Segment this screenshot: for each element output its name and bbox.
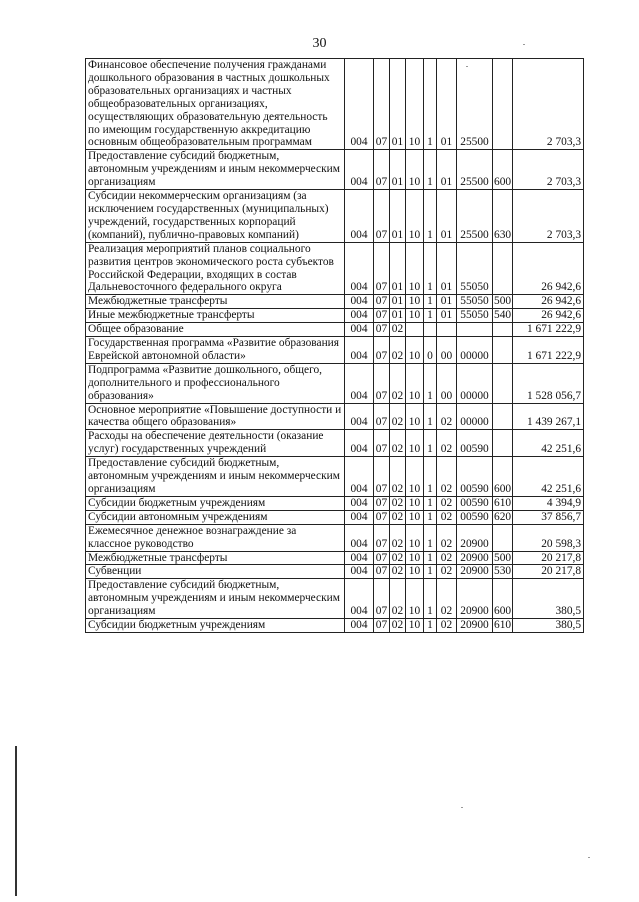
program-code: 10: [406, 295, 424, 309]
subsection-code: 01: [390, 242, 406, 295]
scan-speck: [466, 66, 468, 67]
section-code: 07: [374, 242, 390, 295]
scan-speck: [588, 857, 590, 858]
main-activity-code: 02: [437, 510, 457, 524]
row-amount: 380,5: [513, 619, 584, 633]
program-code: 10: [406, 59, 424, 150]
section-code: 07: [374, 510, 390, 524]
row-amount: 20 598,3: [513, 524, 584, 551]
program-code: 10: [406, 190, 424, 243]
main-activity-code: 01: [437, 295, 457, 309]
row-amount: 26 942,6: [513, 242, 584, 295]
program-code: 10: [406, 524, 424, 551]
expense-type-code: [493, 524, 513, 551]
program-code: 10: [406, 510, 424, 524]
subprogram-code: 1: [424, 619, 437, 633]
expense-type-code: [493, 403, 513, 430]
ministry-code: 004: [345, 565, 374, 579]
section-code: 07: [374, 430, 390, 457]
program-code: 10: [406, 363, 424, 403]
expense-type-code: 610: [494, 496, 512, 509]
section-code: 07: [374, 496, 390, 510]
subprogram-code: 1: [424, 403, 437, 430]
row-amount: 26 942,6: [513, 295, 584, 309]
ministry-code: 004: [345, 524, 374, 551]
subsection-code: 01: [390, 295, 406, 309]
row-amount: 1 439 267,1: [513, 403, 584, 430]
row-name: Субвенции: [86, 565, 345, 579]
item-code: 00590: [457, 430, 493, 457]
section-code: 07: [374, 150, 390, 190]
subprogram-code: 1: [424, 150, 437, 190]
section-code: 07: [374, 551, 390, 565]
subsection-code: 02: [390, 323, 406, 337]
page-number: 30: [312, 36, 327, 51]
expense-type-code: [493, 242, 513, 295]
subprogram-code: 1: [424, 59, 437, 150]
row-name: Ежемесячное денежное вознаграждение за классное руководство: [86, 524, 345, 551]
row-name: Государственная программа «Развитие образования Еврейской автономной области»: [86, 337, 345, 364]
subprogram-code: [424, 323, 437, 337]
program-code: 10: [406, 579, 424, 619]
item-code: 20900: [457, 551, 493, 565]
ministry-code: 004: [345, 363, 374, 403]
expense-type-code: 600: [493, 579, 513, 619]
row-name: Межбюджетные трансферты: [86, 551, 345, 565]
row-name: Иные межбюджетные трансферты: [86, 309, 345, 323]
program-code: 10: [406, 403, 424, 430]
section-code: 07: [374, 309, 390, 323]
item-code: 55050: [457, 295, 493, 309]
expense-type-code: 630: [493, 190, 513, 243]
row-name: Межбюджетные трансферты: [86, 295, 345, 309]
program-code: 10: [406, 242, 424, 295]
expense-type-code: 600: [493, 150, 513, 190]
subsection-code: 02: [390, 496, 406, 510]
subsection-code: 01: [390, 309, 406, 323]
table-row: [86, 337, 584, 364]
section-code: 07: [374, 190, 390, 243]
main-activity-code: 01: [437, 150, 457, 190]
main-activity-code: 01: [437, 309, 457, 323]
ministry-code: 004: [345, 59, 374, 150]
item-code: 00000: [457, 337, 493, 364]
program-code: 10: [406, 309, 424, 323]
item-code: [457, 323, 493, 337]
budget-table: [85, 58, 584, 633]
row-amount: 380,5: [513, 579, 584, 619]
section-code: 07: [374, 323, 390, 337]
main-activity-code: 02: [437, 579, 457, 619]
expense-type-code: [493, 337, 513, 364]
main-activity-code: 02: [437, 565, 457, 579]
table-row: [86, 242, 584, 295]
table-row: [86, 150, 584, 190]
subsection-code: 01: [390, 59, 406, 150]
ministry-code: 004: [345, 496, 374, 510]
section-code: 07: [374, 337, 390, 364]
program-code: 10: [406, 150, 424, 190]
section-code: 07: [374, 565, 390, 579]
row-amount: 42 251,6: [513, 430, 584, 457]
section-code: 07: [374, 457, 390, 497]
section-code: 07: [374, 295, 390, 309]
subprogram-code: 1: [424, 242, 437, 295]
program-code: 10: [406, 551, 424, 565]
row-amount: 2 703,3: [513, 150, 584, 190]
table-row: [86, 295, 584, 309]
subprogram-code: 1: [424, 524, 437, 551]
item-code: 00590: [457, 496, 493, 510]
main-activity-code: 02: [437, 457, 457, 497]
expense-type-code: 610: [494, 619, 512, 632]
row-name: Подпрограмма «Развитие дошкольного, общего, дополнительного и профессионального образования»: [86, 363, 345, 403]
expense-type-code: 530: [494, 565, 512, 578]
item-code: 25500: [457, 59, 493, 150]
row-name: Субсидии бюджетным учреждениям: [86, 496, 345, 510]
subsection-code: 02: [390, 403, 406, 430]
row-name: Общее образование: [86, 323, 345, 337]
table-row: [86, 323, 584, 337]
subsection-code: 02: [390, 457, 406, 497]
subprogram-code: 1: [424, 551, 437, 565]
scan-margin-line: [15, 746, 17, 896]
row-name: Субсидии бюджетным учреждениям: [86, 619, 345, 633]
expense-type-code: 540: [494, 309, 512, 322]
row-amount: 1 671 222,9: [513, 323, 584, 337]
item-code: 20900: [457, 524, 493, 551]
ministry-code: 004: [345, 579, 374, 619]
scan-speck: [523, 44, 525, 45]
subprogram-code: 1: [424, 496, 437, 510]
row-name: Финансовое обеспечение получения гражданами дошкольного образования в частных дошкольных образовательных организациях и частных общеобразовательных организациях, осуществляющих образовательную деятельность по имеющим государственную аккредитацию основным общеобразовательным программам: [86, 59, 345, 150]
expense-type-code: [493, 59, 513, 150]
table-row: [86, 619, 584, 633]
table-row: [86, 496, 584, 510]
ministry-code: 004: [345, 295, 374, 309]
section-code: 07: [374, 619, 390, 633]
row-amount: 2 703,3: [513, 190, 584, 243]
expense-type-code: 620: [494, 510, 512, 523]
expense-type-code: [493, 363, 513, 403]
table-row: [86, 430, 584, 457]
subprogram-code: 1: [424, 363, 437, 403]
expense-type-code: 500: [494, 295, 512, 308]
ministry-code: 004: [345, 457, 374, 497]
section-code: 07: [374, 579, 390, 619]
main-activity-code: [437, 323, 457, 337]
subsection-code: 02: [390, 579, 406, 619]
program-code: [406, 323, 424, 337]
program-code: 10: [406, 565, 424, 579]
subsection-code: 01: [390, 150, 406, 190]
row-amount: 2 703,3: [513, 59, 584, 150]
subprogram-code: 1: [424, 510, 437, 524]
program-code: 10: [406, 337, 424, 364]
subsection-code: 01: [390, 190, 406, 243]
main-activity-code: 02: [437, 403, 457, 430]
ministry-code: 004: [345, 619, 374, 633]
row-name: Предоставление субсидий бюджетным, автономным учреждениям и иным некоммерческим организациям: [86, 150, 345, 190]
table-row: [86, 551, 584, 565]
item-code: 55050: [457, 242, 493, 295]
item-code: 20900: [457, 565, 493, 579]
ministry-code: 004: [345, 403, 374, 430]
ministry-code: 004: [345, 551, 374, 565]
table-row: [86, 565, 584, 579]
row-name: Расходы на обеспечение деятельности (оказание услуг) государственных учреждений: [86, 430, 345, 457]
subprogram-code: 1: [424, 579, 437, 619]
row-name: Субсидии автономным учреждениям: [86, 510, 345, 524]
subprogram-code: 1: [424, 430, 437, 457]
main-activity-code: 01: [437, 59, 457, 150]
row-amount: 4 394,9: [513, 496, 584, 510]
main-activity-code: 02: [437, 551, 457, 565]
ministry-code: 004: [345, 242, 374, 295]
ministry-code: 004: [345, 190, 374, 243]
table-row: [86, 59, 584, 150]
main-activity-code: 00: [437, 363, 457, 403]
item-code: 20900: [457, 579, 493, 619]
row-amount: 26 942,6: [513, 309, 584, 323]
program-code: 10: [406, 496, 424, 510]
table-row: [86, 579, 584, 619]
row-name: Предоставление субсидий бюджетным, автономным учреждениям и иным некоммерческим организациям: [86, 579, 345, 619]
section-code: 07: [374, 524, 390, 551]
budget-table-body: [86, 59, 584, 633]
table-row: [86, 309, 584, 323]
main-activity-code: 02: [437, 524, 457, 551]
main-activity-code: 00: [437, 337, 457, 364]
table-row: [86, 363, 584, 403]
row-name: Субсидии некоммерческим организациям (за исключением государственных (муниципальных) учреждений, государственных корпораций (компаний), публично-правовых компаний): [86, 190, 345, 243]
subsection-code: 02: [390, 551, 406, 565]
row-amount: 1 671 222,9: [513, 337, 584, 364]
row-name: Основное мероприятие «Повышение доступности и качества общего образования»: [86, 403, 345, 430]
subprogram-code: 0: [424, 337, 437, 364]
subsection-code: 02: [390, 363, 406, 403]
program-code: 10: [406, 619, 424, 633]
section-code: 07: [374, 59, 390, 150]
row-name: Предоставление субсидий бюджетным, автономным учреждениям и иным некоммерческим организациям: [86, 457, 345, 497]
row-amount: 42 251,6: [513, 457, 584, 497]
item-code: 25500: [457, 190, 493, 243]
subprogram-code: 1: [424, 295, 437, 309]
subprogram-code: 1: [424, 565, 437, 579]
scan-speck: [461, 807, 463, 808]
expense-type-code: [493, 430, 513, 457]
expense-type-code: 500: [494, 551, 512, 564]
subsection-code: 02: [390, 337, 406, 364]
subsection-code: 02: [390, 510, 406, 524]
table-row: [86, 457, 584, 497]
row-amount: 1 528 056,7: [513, 363, 584, 403]
subprogram-code: 1: [424, 457, 437, 497]
row-name: Реализация мероприятий планов социального развития центров экономического роста субъектов Российской Федерации, входящих в состав Дальневосточного федерального округа: [86, 242, 345, 295]
table-row: [86, 190, 584, 243]
table-row: [86, 510, 584, 524]
subsection-code: 02: [390, 619, 406, 633]
subsection-code: 02: [390, 524, 406, 551]
subsection-code: 02: [390, 430, 406, 457]
expense-type-code: 600: [493, 457, 513, 497]
subsection-code: 02: [390, 565, 406, 579]
section-code: 07: [374, 363, 390, 403]
program-code: 10: [406, 430, 424, 457]
table-row: [86, 524, 584, 551]
item-code: 00590: [457, 457, 493, 497]
ministry-code: 004: [345, 323, 374, 337]
main-activity-code: 01: [437, 190, 457, 243]
ministry-code: 004: [345, 337, 374, 364]
item-code: 00590: [457, 510, 493, 524]
row-amount: 20 217,8: [513, 551, 584, 565]
table-row: [86, 403, 584, 430]
item-code: 00000: [457, 403, 493, 430]
ministry-code: 004: [345, 430, 374, 457]
item-code: 55050: [457, 309, 493, 323]
main-activity-code: 01: [437, 242, 457, 295]
row-amount: 37 856,7: [513, 510, 584, 524]
main-activity-code: 02: [437, 430, 457, 457]
item-code: 25500: [457, 150, 493, 190]
main-activity-code: 02: [437, 619, 457, 633]
program-code: 10: [406, 457, 424, 497]
item-code: 00000: [457, 363, 493, 403]
subprogram-code: 1: [424, 190, 437, 243]
ministry-code: 004: [345, 309, 374, 323]
row-amount: 20 217,8: [513, 565, 584, 579]
main-activity-code: 02: [437, 496, 457, 510]
ministry-code: 004: [345, 510, 374, 524]
subprogram-code: 1: [424, 309, 437, 323]
item-code: 20900: [457, 619, 493, 633]
section-code: 07: [374, 403, 390, 430]
expense-type-code: [493, 323, 513, 337]
ministry-code: 004: [345, 150, 374, 190]
